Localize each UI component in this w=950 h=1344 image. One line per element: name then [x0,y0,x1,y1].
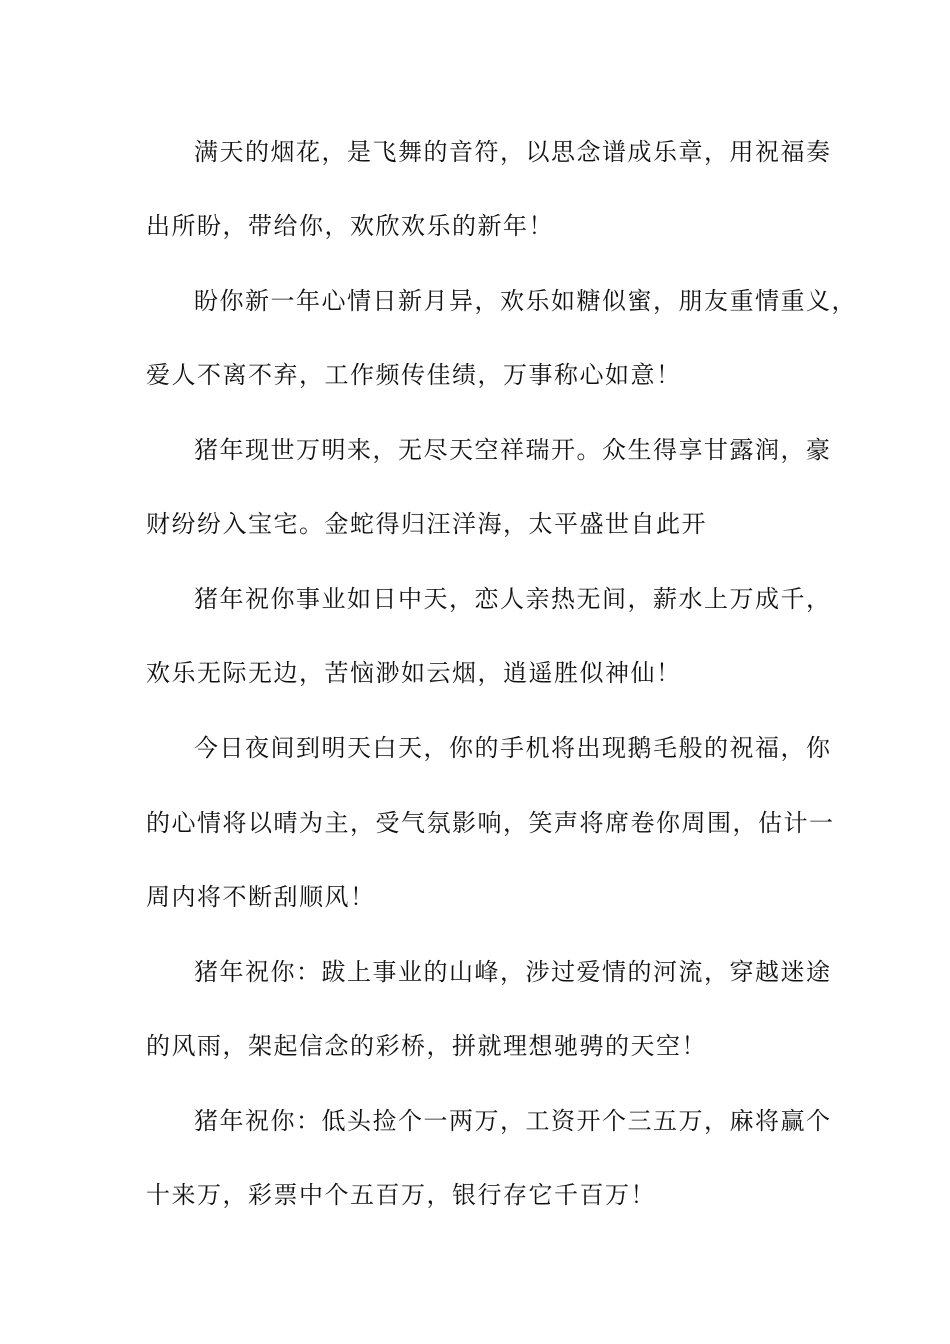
paragraph-1-line-2: 出所盼，带给你，欢欣欢乐的新年！ [146,212,554,240]
paragraph-1-line-1: 满天的烟花，是飞舞的音符，以思念谱成乐章，用祝福奏 [194,138,832,166]
paragraph-3-line-1: 猪年现世万明来，无尽天空祥瑞开。众生得享甘露润，豪 [194,436,832,464]
paragraph-3-line-2: 财纷纷入宝宅。金蛇得归汪洋海，太平盛世自此开 [146,510,707,538]
paragraph-2-line-1: 盼你新一年心情日新月异，欢乐如糖似蜜，朋友重情重义， [194,287,857,315]
paragraph-4-line-2: 欢乐无际无边，苦恼渺如云烟，逍遥胜似神仙！ [146,659,682,687]
paragraph-4-line-1: 猪年祝你事业如日中天，恋人亲热无间，薪水上万成千， [194,585,832,613]
paragraph-5-line-1: 今日夜间到明天白天，你的手机将出现鹅毛般的祝福，你 [194,734,832,762]
paragraph-5-line-3: 周内将不断刮顺风！ [146,883,376,911]
paragraph-6-line-1: 猪年祝你：跋上事业的山峰，涉过爱情的河流，穿越迷途 [194,958,832,986]
paragraph-2-line-2: 爱人不离不弃，工作频传佳绩，万事称心如意！ [146,361,682,389]
paragraph-6-line-2: 的风雨，架起信念的彩桥，拼就理想驰骋的天空！ [146,1032,707,1060]
paragraph-7-line-1: 猪年祝你：低头捡个一两万，工资开个三五万，麻将赢个 [194,1107,832,1135]
paragraph-5-line-2: 的心情将以晴为主，受气氛影响，笑声将席卷你周围，估计一 [146,809,835,837]
paragraph-7-line-2: 十来万，彩票中个五百万，银行存它千百万！ [146,1181,656,1209]
